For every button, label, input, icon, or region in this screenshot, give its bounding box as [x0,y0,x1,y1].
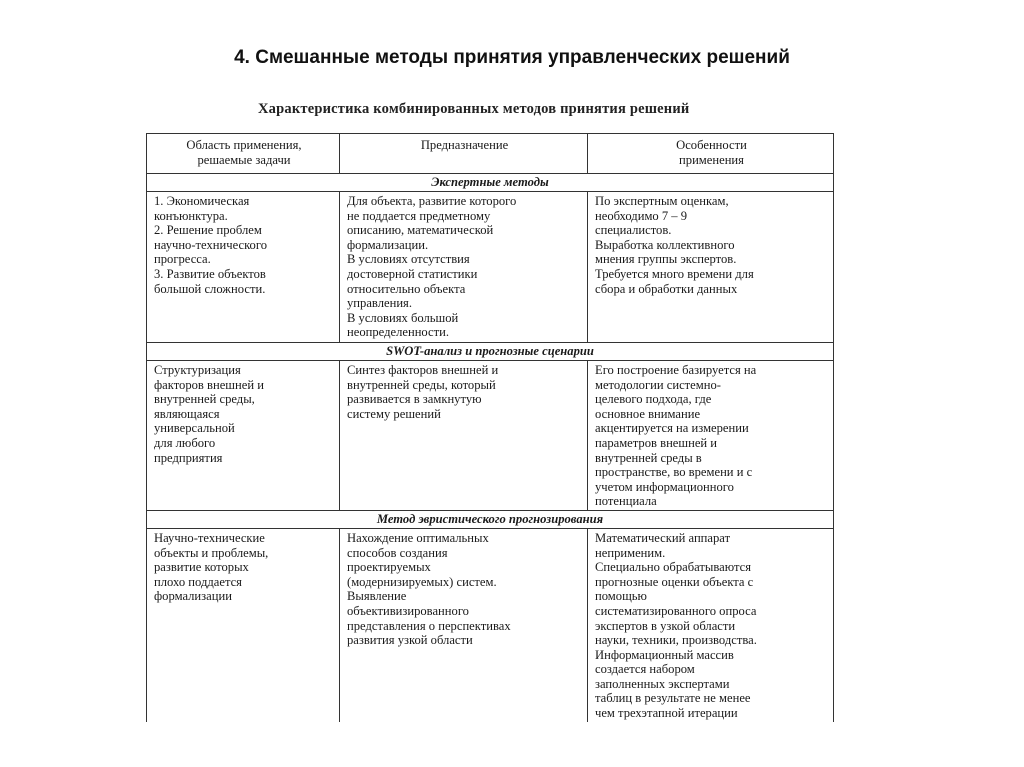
cell-line: научно-технического [154,237,268,252]
cell-line: науки, техники, производства. [595,633,757,648]
cell-line: решаемые задачи [197,152,291,167]
section-row [147,343,834,361]
cell-line: Его построение базируется на [595,363,757,377]
cell-line: конъюнктура. [154,208,228,223]
cell-line: Информационный массив [595,647,734,662]
table-cell [588,528,834,722]
table-caption: Характеристика комбинированных методов принятия решений [258,101,690,117]
cell-line: учетом информационного [595,479,734,494]
cell-line: относительно объекта [347,281,466,296]
cell-line: для любого [154,435,216,450]
cell-line: предприятия [154,450,223,465]
cell-line: сбора и обработки данных [595,281,738,296]
cell-line: достоверной статистики [347,266,478,281]
cell-line: В условиях отсутствия [347,252,470,267]
cell-line: представления о перспективах [347,618,511,633]
cell-line: целевого подхода, где [595,392,712,407]
cell-line: (модернизируемых) систем. [347,574,497,589]
cell-line: Выработка коллективного [595,237,735,252]
table-cell [588,361,834,511]
cell-line: Выявление [347,589,407,604]
cell-line: 1. Экономическая [154,194,250,208]
cell-line: являющаяся [154,406,220,421]
cell-line: неопределенности. [347,325,450,340]
cell-line: внутренней среды, который [347,377,496,392]
cell-line: основное внимание [595,406,701,421]
cell-line: прогнозные оценки объекта с [595,574,754,589]
cell-line: Нахождение оптимальных [347,530,489,545]
cell-line: необходимо 7 – 9 [595,208,688,223]
cell-line: развития узкой области [347,633,473,648]
cell-line: В условиях большой [347,310,459,325]
cell-line: не поддается предметному [347,208,491,223]
cell-line: мнения группы экспертов. [595,252,737,267]
methods-table [146,133,834,722]
section-title: Экспертные методы [147,174,834,192]
cell-line: заполненных экспертами [595,676,730,691]
slide-title: 4. Смешанные методы принятия управленческих решений [234,47,790,68]
cell-line: пространстве, во времени и с [595,465,753,480]
cell-line: 3. Развитие объектов [154,266,266,281]
cell-line: акцентируется на измерении [595,421,749,436]
cell-line: систематизированного опроса [595,603,757,618]
cell-line: методологии системно- [595,377,721,392]
cell-line: формализации. [347,237,429,252]
section-title: Метод эвристического прогнозирования [147,510,834,528]
cell-line: проектируемых [347,560,431,575]
table-row [147,192,834,343]
cell-line: внутренней среды, [154,392,255,407]
cell-line: систему решений [347,406,441,421]
cell-line: управления. [347,296,412,311]
cell-line: таблиц в результате не менее [595,691,751,706]
table-cell [147,192,340,343]
cell-line: чем трехэтапной итерации [595,706,738,721]
cell-line: Специально обрабатываются [595,560,752,575]
table-cell [147,361,340,511]
cell-line: плохо поддается [154,574,242,589]
cell-line: Предназначение [420,138,509,152]
header-cell [588,134,834,174]
cell-line: развитие которых [154,560,249,575]
cell-line: формализации [154,589,232,604]
cell-line: универсальной [154,421,235,436]
table-cell [340,528,588,722]
cell-line: Научно-технические [154,530,265,545]
cell-line: факторов внешней и [154,377,264,392]
cell-line: большой сложности. [154,281,266,296]
cell-line: внутренней среды в [595,450,702,465]
section-row [147,510,834,528]
table-row [147,361,834,511]
header-row [147,134,834,174]
cell-line: Структуризация [154,363,241,377]
cell-line: Особенности [676,138,747,152]
cell-line: 2. Решение проблем [154,223,262,238]
cell-line: применения [679,152,744,167]
table-cell [588,192,834,343]
table-body [147,134,834,722]
cell-line: помощью [595,589,647,604]
cell-line: Синтез факторов внешней и [347,363,499,377]
cell-line: потенциала [595,494,657,509]
cell-line: объекты и проблемы, [154,545,269,560]
cell-line: Для объекта, развитие которого [347,194,517,208]
table-row [147,528,834,722]
cell-line: Область применения, [186,138,302,152]
cell-line: специалистов. [595,223,672,238]
table-cell [340,361,588,511]
cell-line: прогресса. [154,252,211,267]
header-cell [147,134,340,174]
cell-line: объективизированного [347,603,469,618]
header-cell [340,134,588,174]
cell-line: Математический аппарат [595,530,731,545]
cell-line: Требуется много времени для [595,266,754,281]
cell-line: развивается в замкнутую [347,392,482,407]
cell-line: способов создания [347,545,448,560]
table-cell [340,192,588,343]
cell-line: параметров внешней и [595,435,718,450]
section-title: SWOT-анализ и прогнозные сценарии [147,343,834,361]
cell-line: создается набором [595,662,695,677]
cell-line: По экспертным оценкам, [595,194,729,208]
section-row [147,174,834,192]
cell-line: неприменим. [595,545,666,560]
cell-line: описанию, математической [347,223,494,238]
table-cell [147,528,340,722]
cell-line: экспертов в узкой области [595,618,736,633]
